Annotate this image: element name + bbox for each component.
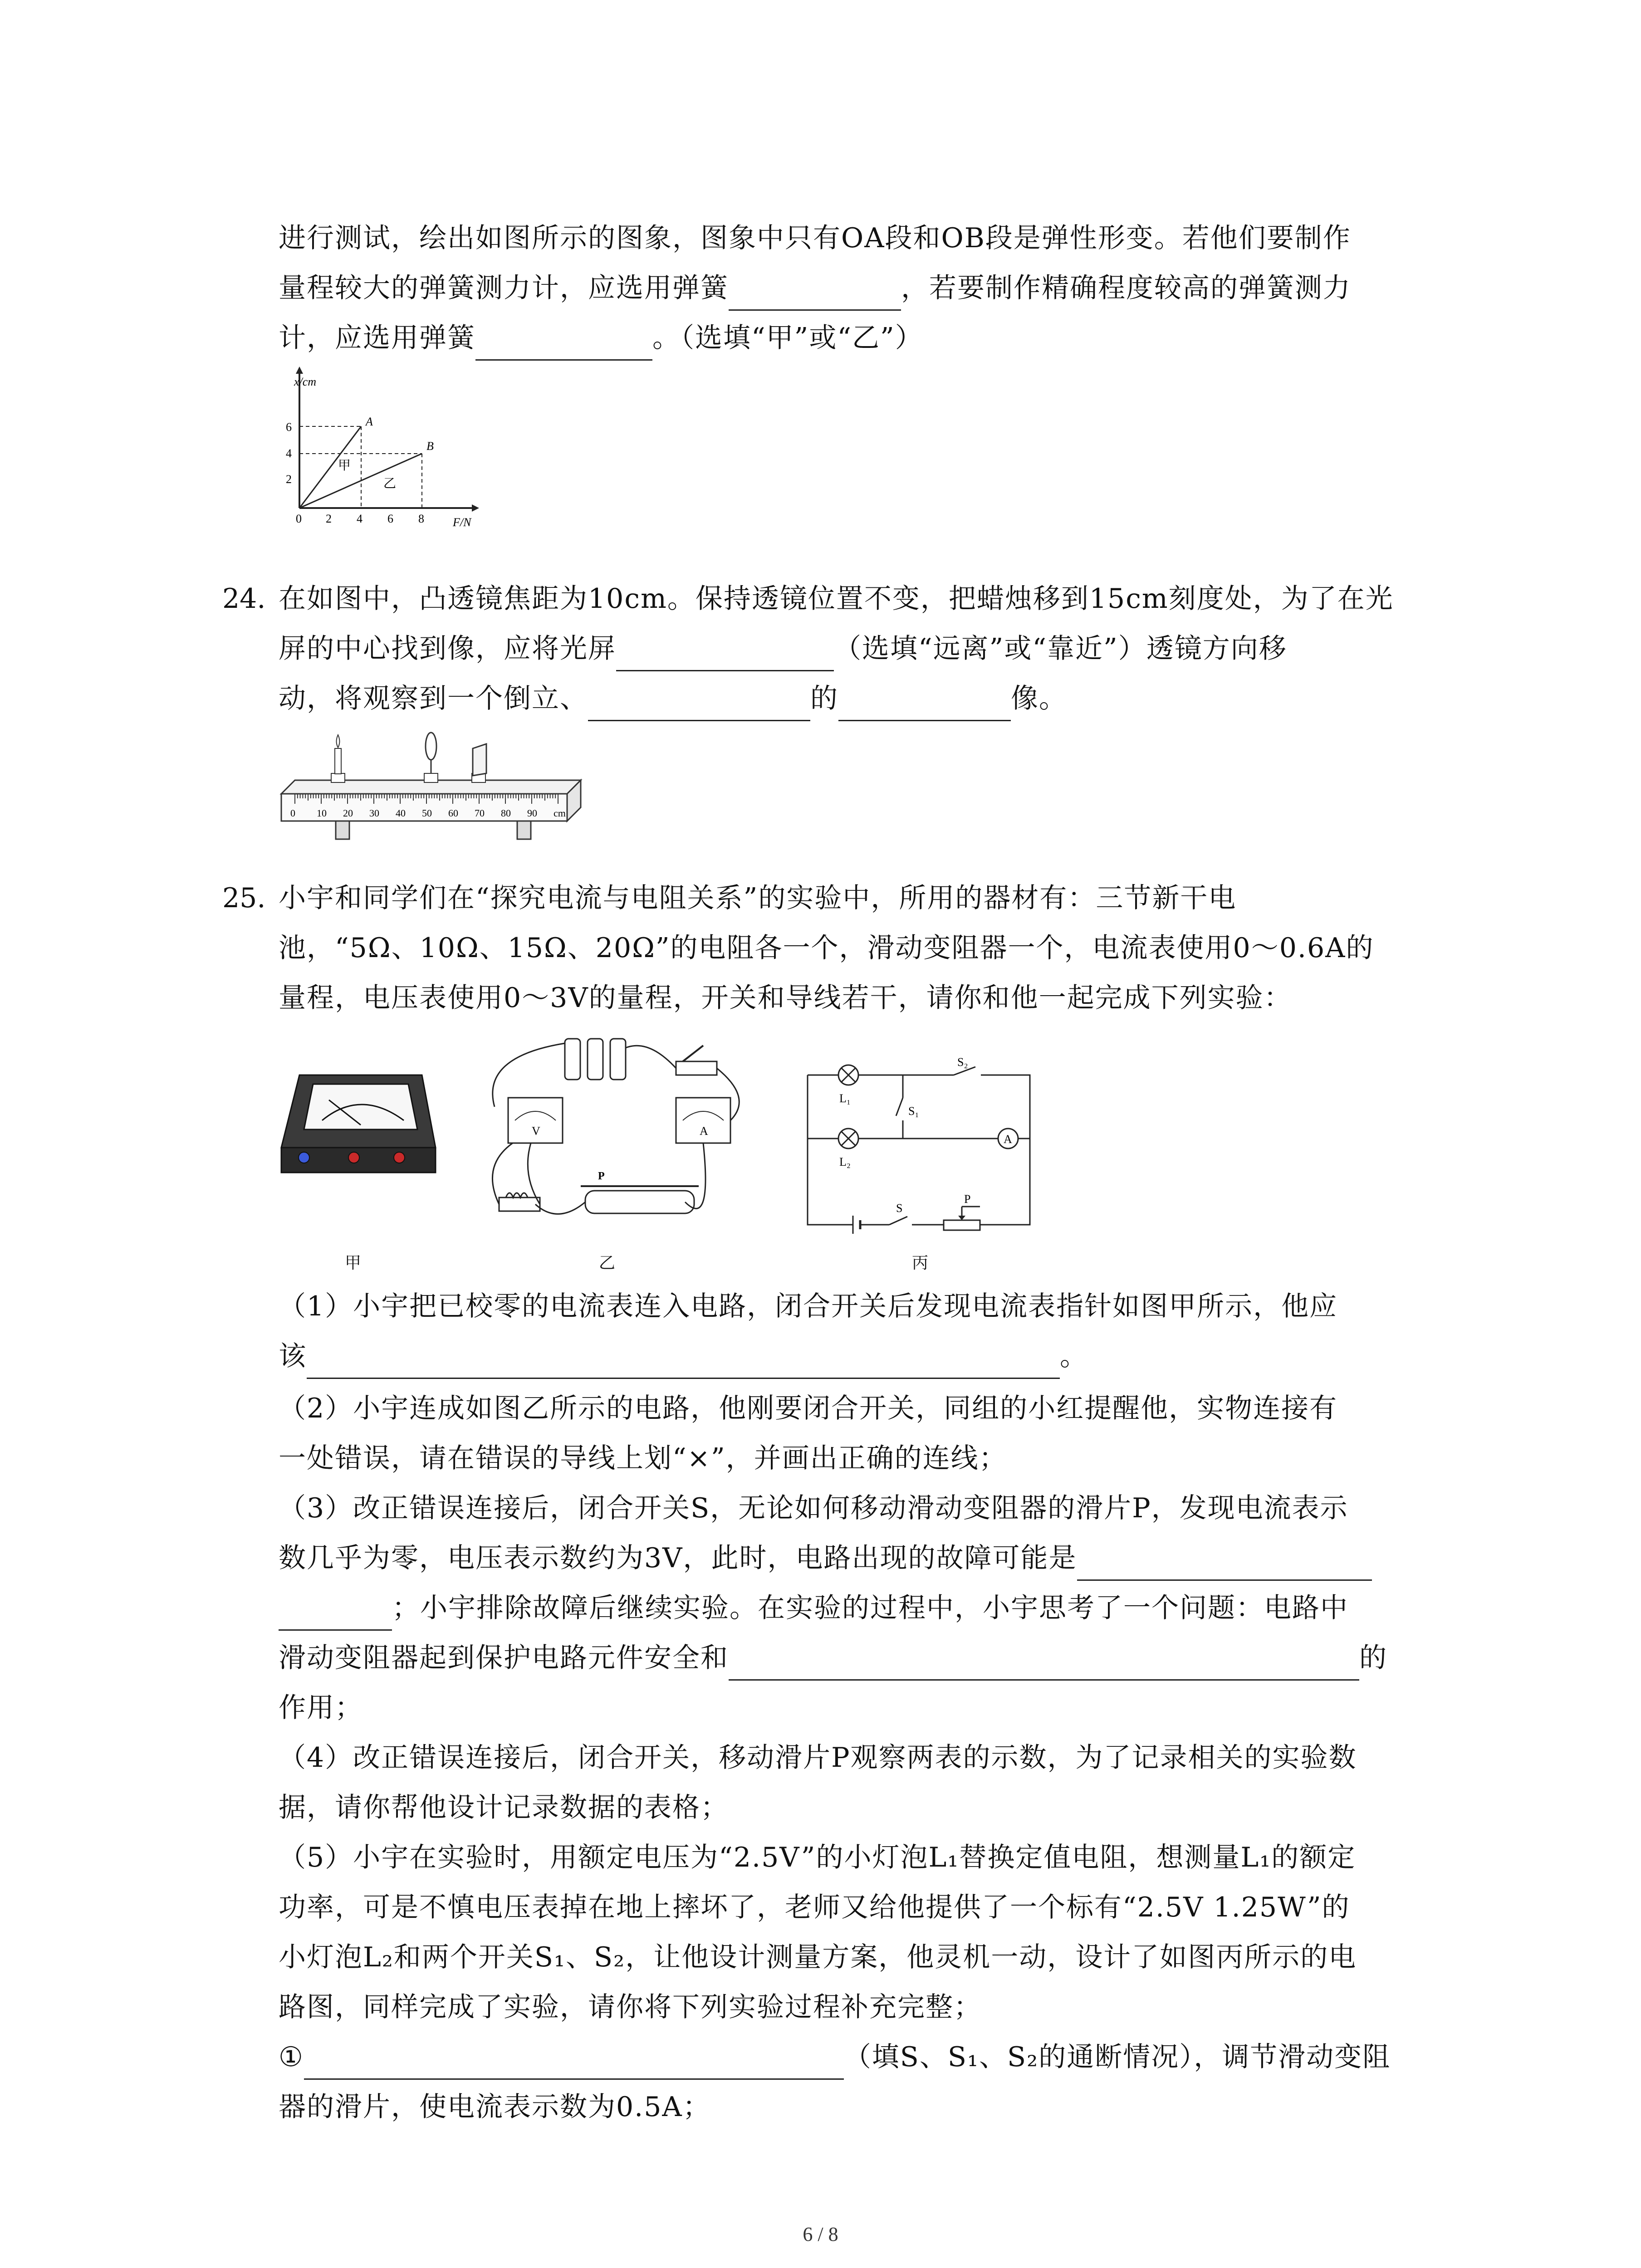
q24-text: 屏的中心找到像，应将光屏	[279, 633, 616, 665]
q25-text: ；小宇排除故障后继续实验。在实验的过程中，小宇思考了一个问题：电路中	[392, 1592, 1348, 1624]
q25-p3-line-5: 作用；	[279, 1692, 363, 1724]
q25-p3-answer-blank-1-cont[interactable]	[279, 1598, 392, 1631]
point-a-label: A	[366, 415, 373, 428]
q25-text: 该	[279, 1340, 307, 1372]
q23-answer-blank-2[interactable]	[475, 327, 652, 361]
ammeter-a-label: A	[1004, 1133, 1012, 1146]
q25-p1-line-1: （1）小宇把已校零的电流表连入电路，闭合开关后发现电流表指针如图甲所示，他应	[279, 1290, 1338, 1322]
q25-p4-line-2: 据，请你帮他设计记录数据的表格；	[279, 1792, 729, 1823]
x-tick: 0	[296, 512, 302, 525]
bench-tick-label: 70	[475, 807, 485, 819]
q25-p1-answer-blank[interactable]	[307, 1346, 1060, 1379]
switch-s1-label: S₁	[908, 1105, 919, 1118]
fig-label-bing: 丙	[912, 1254, 930, 1272]
q23-line-1: 进行测试，绘出如图所示的图象，图象中只有OA段和OB段是弹性形变。若他们要制作	[279, 222, 1351, 254]
y-tick: 4	[286, 447, 292, 460]
x-tick: 6	[387, 512, 393, 525]
y-tick: 6	[286, 420, 292, 434]
q25-p3-answer-blank-1[interactable]	[1077, 1548, 1372, 1581]
q24-answer-blank-2[interactable]	[588, 688, 810, 721]
q25-line-3: 量程，电压表使用0～3V的量程，开关和导线若干，请你和他一起完成下列实验：	[279, 982, 1292, 1014]
q24-answer-blank-3[interactable]	[838, 688, 1011, 721]
bench-tick-label: 10	[317, 807, 327, 819]
q25-line-1: 小宇和同学们在“探究电流与电阻关系”的实验中，所用的器材有：三节新干电	[279, 882, 1237, 914]
fig-label-yi: 乙	[599, 1254, 617, 1272]
x-tick: 2	[326, 512, 332, 525]
switch-s2-label: S₂	[957, 1057, 968, 1069]
q23-text: ，若要制作精确程度较高的弹簧测力	[901, 272, 1351, 304]
ammeter-figure-jia	[272, 1057, 445, 1193]
bench-tick-label: 20	[343, 807, 353, 819]
q23-answer-blank-1[interactable]	[729, 278, 901, 311]
q25-line-2: 池，“5Ω、10Ω、15Ω、20Ω”的电阻各一个，滑动变阻器一个，电流表使用0～0.6A的	[279, 932, 1374, 964]
q25-p1-line-2	[279, 1334, 1088, 1379]
q24-answer-blank-1[interactable]	[616, 638, 834, 671]
line-yi-label: 乙	[383, 477, 397, 491]
bench-tick-label: 60	[448, 807, 458, 819]
q25-step1-answer-blank[interactable]	[304, 2047, 844, 2080]
bench-tick-label: 50	[422, 807, 432, 819]
switch-s-label: S	[896, 1202, 903, 1215]
x-tick: 8	[418, 512, 424, 525]
q24-number: 24.	[222, 583, 266, 615]
x-axis-label: F/N	[453, 516, 471, 529]
q25-text: （填S、S₁、S₂的通断情况），调节滑动变阻	[843, 2041, 1391, 2073]
bench-tick-label: 90	[527, 807, 537, 819]
lamp-l2-label: L₂	[839, 1155, 851, 1168]
q24-text: （选填“远离”或“靠近”）透镜方向移	[834, 633, 1287, 665]
ammeter-label: A	[700, 1124, 708, 1138]
q25-text: 数几乎为零，电压表示数约为3V，此时，电路出现的故障可能是	[279, 1542, 1077, 1574]
q25-number: 25.	[222, 882, 266, 914]
x-tick: 4	[357, 512, 362, 525]
q24-text: 像。	[1011, 683, 1067, 714]
lamp-l1-label: L₁	[839, 1092, 851, 1105]
y-tick: 2	[286, 473, 292, 486]
q23-text: 。（选填“甲”或“乙”）	[652, 322, 923, 354]
rheostat-p-label: P	[964, 1193, 971, 1206]
q24-text: 动，将观察到一个倒立、	[279, 683, 588, 714]
q25-p5-line-4: 路图，同样完成了实验，请你将下列实验过程补充完整；	[279, 1991, 982, 2023]
q24-line-1: 在如图中，凸透镜焦距为10cm。保持透镜位置不变，把蜡烛移到15cm刻度处，为了在光	[279, 583, 1394, 615]
q25-p3-line-3	[279, 1585, 1348, 1631]
q25-text: 。	[1060, 1340, 1088, 1372]
voltmeter-label: V	[532, 1124, 540, 1138]
bench-tick-label: 30	[369, 807, 379, 819]
q25-p3-answer-blank-2[interactable]	[729, 1647, 1359, 1681]
q25-p2-line-2: 一处错误，请在错误的导线上划“×”，并画出正确的连线；	[279, 1442, 1007, 1474]
q24-line-3	[279, 676, 1067, 721]
q25-text: 滑动变阻器起到保护电路元件安全和	[279, 1642, 729, 1674]
q25-p4-line-1: （4）改正错误连接后，闭合开关，移动滑片P观察两表的示数，为了记录相关的实验数	[279, 1742, 1357, 1774]
q25-step1-line-2: 器的滑片，使电流表示数为0.5A；	[279, 2091, 711, 2123]
q25-p5-line-2: 功率，可是不慎电压表掉在地上摔坏了，老师又给他提供了一个标有“2.5V 1.25W”的	[279, 1892, 1350, 1923]
q25-p5-line-3: 小灯泡L₂和两个开关S₁、S₂，让他设计测量方案，他灵机一动，设计了如图丙所示的电	[279, 1941, 1357, 1973]
bench-tick-label: 80	[501, 807, 511, 819]
q25-text: 的	[1359, 1642, 1387, 1674]
slider-p-label: P	[598, 1170, 605, 1182]
bench-tick-label: 0	[290, 807, 295, 819]
bench-tick-label: cm	[554, 807, 566, 819]
q25-text: ①	[279, 2041, 304, 2073]
q25-p3-line-2	[279, 1535, 1372, 1581]
q24-line-2	[279, 626, 1287, 671]
circuit-diagram-bing	[789, 1057, 1053, 1247]
q23-line-3	[279, 315, 923, 361]
fig-label-jia: 甲	[345, 1254, 362, 1272]
q23-text: 量程较大的弹簧测力计，应选用弹簧	[279, 272, 729, 304]
q25-p3-line-4	[279, 1635, 1387, 1681]
bench-tick-label: 40	[396, 807, 406, 819]
q24-text: 的	[810, 683, 838, 714]
q23-text: 计，应选用弹簧	[279, 322, 475, 354]
q25-p3-line-1: （3）改正错误连接后，闭合开关S，无论如何移动滑动变阻器的滑片P，发现电流表示	[279, 1492, 1348, 1524]
q23-line-2	[279, 265, 1351, 311]
optical-bench-figure	[277, 730, 585, 848]
point-b-label: B	[426, 440, 434, 453]
page-number: 6 / 8	[803, 2223, 838, 2245]
q25-step1-line-1	[279, 2034, 1391, 2080]
spring-graph	[272, 363, 508, 535]
y-axis-label: x/cm	[294, 375, 317, 388]
circuit-figure-yi	[476, 1030, 758, 1243]
q25-p5-line-1: （5）小宇在实验时，用额定电压为“2.5V”的小灯泡L₁替换定值电阻，想测量L₁的额定	[279, 1842, 1356, 1873]
q25-p2-line-1: （2）小宇连成如图乙所示的电路，他刚要闭合开关，同组的小红提醒他，实物连接有	[279, 1393, 1338, 1424]
line-jia-label: 甲	[338, 459, 351, 473]
